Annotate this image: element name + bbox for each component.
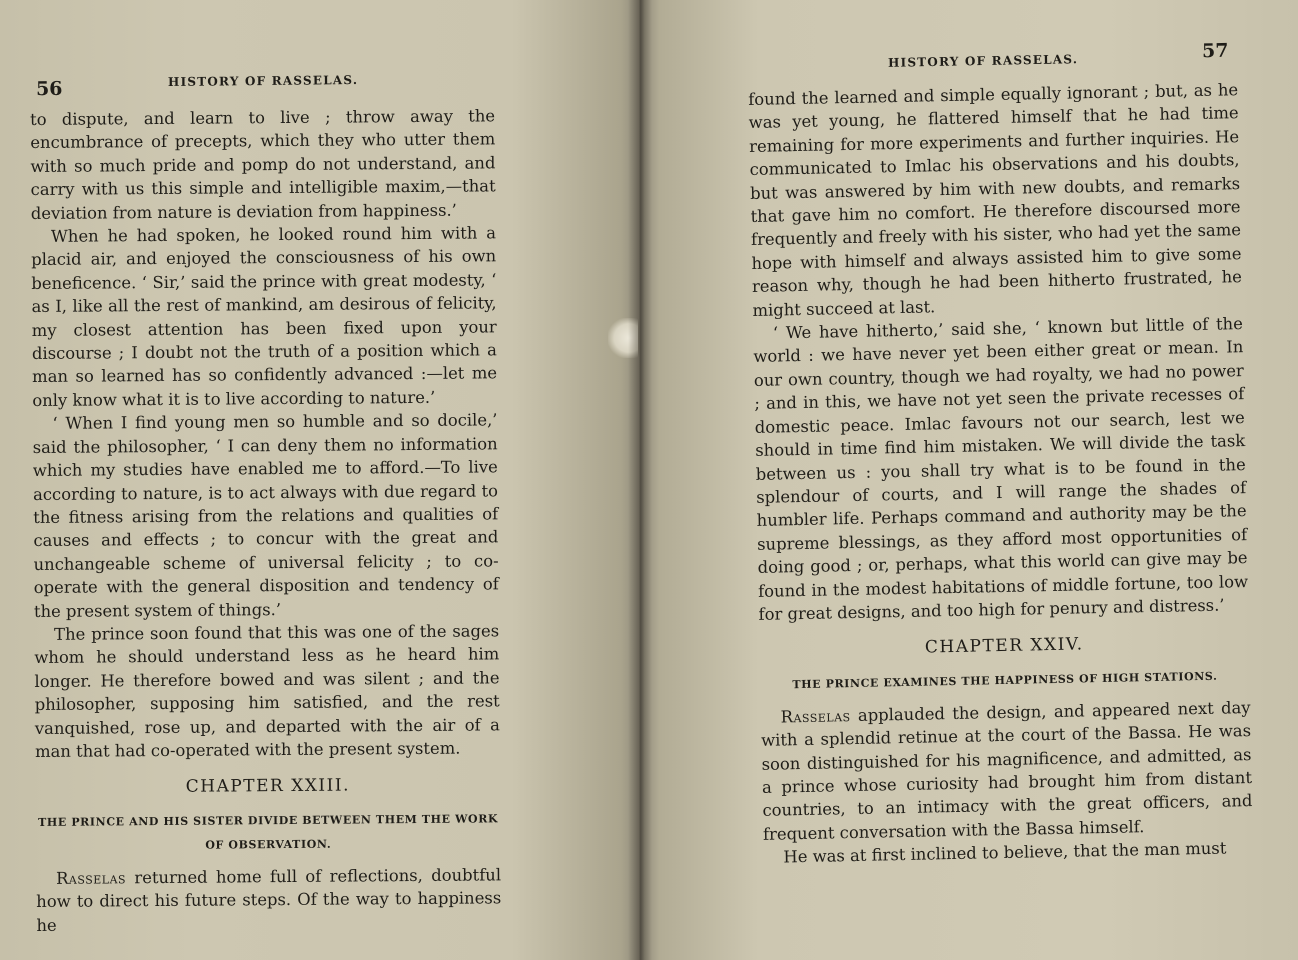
paragraph: When he had spoken, he looked round him with a placid air, and enjoyed the consciousness of his own beneficence. ‘ Sir,’ said the prince with great modesty, ‘ as I, like all the rest of mankind, am desirous of felicity, my closest attention has been fixed upon your discourse ; I doubt not the truth of a position which a man so learned has so confidently advanced :—let me only know what it is to live according to nature.’: [31, 223, 498, 410]
gutter-shadow: [628, 0, 652, 960]
left-running-header: HISTORY OF RASSELAS.: [167, 73, 359, 89]
paragraph: He was at first inclined to believe, that the man must: [783, 838, 1227, 867]
left-page-number: 56: [35, 77, 63, 101]
chapter-subtitle: THE PRINCE EXAMINES THE HAPPINESS OF HIGH STATIONS.: [792, 669, 1218, 691]
chapter-first-text: applauded the design, and appeared next day with a splendid retinue at the court of the Bassa. He was soon distinguished for his magnificence, and admitted, as a prince whose curiosity had brought him from distant countries, to an intimacy with the great officers, and frequent conversation with the Bassa himself.: [760, 697, 1253, 844]
paragraph: [36, 863, 502, 937]
chapter-heading: CHAPTER XXIII.: [185, 775, 351, 798]
chapter-subtitle: THE PRINCE AND HIS SISTER DIVIDE BETWEEN THEM THE WORK OF OBSERVATION.: [38, 812, 499, 852]
right-running-header: HISTORY OF RASSELAS.: [887, 52, 1079, 70]
chapter-first-word: Rasselas: [55, 868, 127, 888]
chapter-first-text: returned home full of reflections, doubtful how to direct his future steps. Of the way to happiness he: [36, 865, 502, 935]
paragraph: ‘ When I find young men so humble and so docile,’ said the philosopher, ‘ I can deny them no information which my studies have enabled me to afford.—To live according to nature, is to act always with due regard to the fitness arising from the relations and qualities of causes and effects ; to concur with the great and unchangeable scheme of universal felicity ; to co-operate with the general disposition and tendency of the present system of things.’: [32, 410, 499, 621]
chapter-heading: CHAPTER XXIV.: [924, 634, 1084, 658]
left-page-text: [30, 104, 501, 937]
right-page-number: 57: [1201, 39, 1229, 63]
paragraph: The prince soon found that this was one of the sages whom he should understand less as he heard him longer. He therefore bowed and was silent ; and the philosopher, supposing him satisfied, and the rest vanquished, rose up, and departed with the air of a man that had co-operated with the present system.: [34, 621, 500, 761]
paragraph: ‘ We have hitherto,’ said she, ‘ known but little of the world : we have never yet been either great or mean. In our own country, though we had royalty, we had no power ; and in this, we have not yet seen the private recesses of domestic peace. Imlac favours not our search, lest we should in time find him mistaken. We will divide the task between us : you shall try what is to be found in the splendour of courts, and I will range the shades of humbler life. Perhaps command and authority may be the supreme blessings, as they afford most opportunities of doing good ; or, perhaps, what this world can give may be found in the modest habitations of middle fortune, too low for great designs, and too high for penury and distress.’: [753, 314, 1249, 624]
paragraph: found the learned and simple equally ignorant ; but, as he was yet young, he flattered himself that he had time remaining for more experiments and further inquiries. He communicated to Imlac his observations and his doubts, but was answered by him with new doubts, and remarks that gave him no comfort. He therefore discoursed more frequently and freely with his sister, who had yet the same hope with himself and always assisted him to give some reason why, though he had been hitherto frustrated, he might succeed at last.: [748, 80, 1243, 320]
left-page: [0, 0, 640, 960]
right-page-text: [748, 78, 1254, 869]
paragraph: to dispute, and learn to live ; throw away the encumbrance of precepts, which they who utter them with so much pride and pomp do not understand, and carry with us this simple and intelligible maxim,—that deviation from nature is deviation from happiness.’: [30, 106, 496, 223]
chapter-first-word: Rasselas: [780, 705, 851, 727]
paragraph: [760, 696, 1253, 846]
